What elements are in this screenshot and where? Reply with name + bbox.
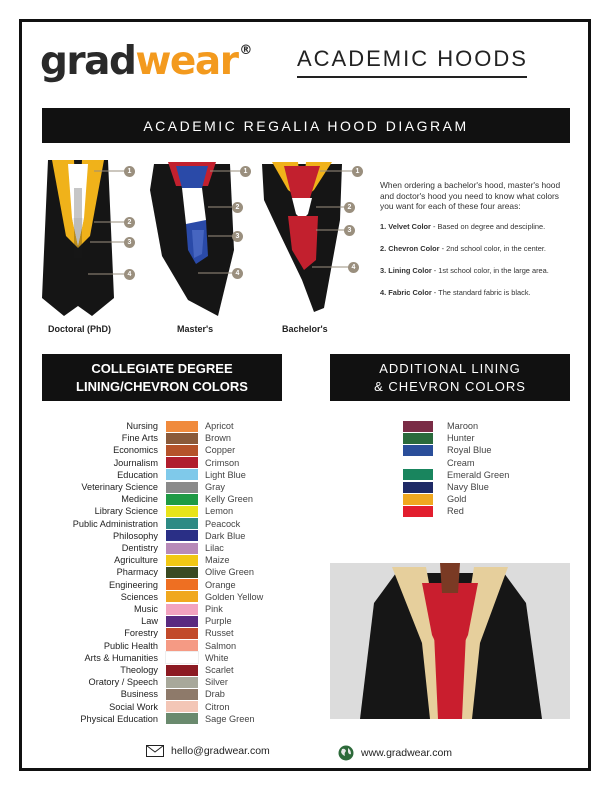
color-name: Silver: [205, 677, 228, 688]
color-swatch: [166, 543, 198, 554]
callout-4-doctoral: 4: [124, 269, 135, 280]
color-name: Apricot: [205, 421, 234, 431]
degree-name: Business: [120, 689, 158, 700]
color-swatch: [166, 445, 198, 456]
degree-name: Law: [141, 616, 158, 627]
envelope-icon: [146, 745, 164, 757]
color-swatch: [166, 689, 198, 700]
color-name: Brown: [205, 433, 232, 444]
degree-name: Arts & Humanities: [84, 652, 158, 663]
color-name: Salmon: [205, 640, 237, 651]
globe-icon: [338, 745, 354, 761]
title-underline: [297, 76, 527, 78]
callout-2-doctoral: 2: [124, 217, 135, 228]
instruction-velvet: [380, 222, 572, 231]
color-name: Lemon: [205, 506, 234, 517]
logo-text-wear: wear: [135, 39, 238, 84]
degree-name: Nursing: [126, 421, 158, 431]
color-swatch: [166, 482, 198, 493]
additional-color-swatch: [403, 482, 433, 493]
callout-2-masters: 2: [232, 202, 243, 213]
additional-color-name: Hunter: [447, 433, 475, 444]
color-swatch: [166, 616, 198, 627]
color-swatch: [166, 457, 198, 468]
color-swatch: [166, 652, 198, 663]
additional-color-swatch: [403, 457, 433, 468]
color-name: Drab: [205, 689, 225, 700]
additional-color-swatch: [403, 469, 433, 480]
color-swatch: [166, 494, 198, 505]
degree-name: Economics: [113, 445, 158, 456]
color-name: Golden Yellow: [205, 591, 264, 602]
velvet-term: 1. Velvet Color: [380, 221, 431, 231]
color-name: Scarlet: [205, 665, 234, 675]
degree-name: Library Science: [94, 506, 158, 517]
doctoral-callout-lines: [80, 165, 126, 280]
additional-color-name: Navy Blue: [447, 482, 489, 492]
color-swatch: [166, 677, 198, 688]
hood-photo-illustration: [330, 563, 570, 719]
degree-name: Public Health: [103, 640, 158, 651]
additional-color-swatch: [403, 445, 433, 456]
ordering-instructions: [380, 180, 572, 311]
color-swatch: [166, 567, 198, 578]
instruction-lining: [380, 266, 572, 275]
callout-3-masters: 3: [232, 231, 243, 242]
color-swatch: [166, 421, 198, 432]
color-swatch: [166, 665, 198, 676]
degree-name: Music: [134, 604, 158, 614]
degree-name: Physical Education: [80, 713, 158, 724]
color-name: Orange: [205, 579, 236, 590]
color-swatch: [166, 591, 198, 602]
degree-name: Oratory / Speech: [88, 677, 158, 688]
additional-color-swatch: [403, 494, 433, 505]
additional-color-name: Maroon: [447, 421, 479, 431]
lining-term: 3. Lining Color: [380, 266, 432, 275]
color-swatch: [166, 604, 198, 615]
degree-name: Agriculture: [114, 555, 158, 566]
additional-header-line2: & CHEVRON COLORS: [374, 378, 526, 394]
color-swatch: [166, 628, 198, 639]
website-link[interactable]: www.gradwear.com: [361, 747, 453, 759]
diagram-banner: ACADEMIC REGALIA HOOD DIAGRAM: [42, 108, 570, 143]
footer-email[interactable]: [146, 745, 270, 757]
bachelors-label: Bachelor's: [282, 324, 328, 334]
velvet-desc: - Based on degree and descipline.: [430, 221, 546, 231]
color-name: Pink: [205, 604, 223, 614]
callout-2-bachelors: 2: [344, 202, 355, 213]
color-name: Lilac: [205, 543, 224, 553]
degree-name: Medicine: [121, 494, 158, 505]
additional-color-name: Red: [447, 506, 464, 517]
additional-color-name: Emerald Green: [447, 469, 510, 480]
degree-name: Pharmacy: [116, 567, 158, 578]
doctoral-label: Doctoral (PhD): [48, 324, 111, 334]
degree-name: Theology: [120, 665, 158, 675]
masters-label: Master's: [177, 324, 214, 334]
color-swatch: [166, 713, 198, 724]
degree-header-line2: LINING/CHEVRON COLORS: [76, 378, 248, 394]
color-name: Copper: [205, 445, 236, 456]
degree-name: Philosophy: [113, 530, 158, 541]
degree-name: Dentistry: [121, 543, 158, 553]
degree-name: Veterinary Science: [81, 482, 158, 492]
additional-color-name: Royal Blue: [447, 445, 492, 456]
degree-name: Engineering: [108, 579, 158, 590]
additional-color-swatch: [403, 506, 433, 517]
degree-name: Social Work: [109, 701, 158, 712]
chevron-term: 2. Chevron Color: [380, 243, 440, 253]
masters-callout-lines: [198, 165, 242, 280]
callout-4-masters: 4: [232, 268, 243, 279]
footer-website[interactable]: [338, 745, 452, 761]
color-name: Maize: [205, 555, 230, 566]
additional-header-line1: ADDITIONAL LINING: [379, 360, 521, 376]
color-name: Gray: [205, 482, 225, 492]
logo-text-grad: grad: [40, 39, 136, 84]
fabric-desc: - The standard fabric is black.: [431, 288, 531, 298]
degree-header-line1: COLLEGIATE DEGREE: [91, 360, 233, 376]
page-title: ACADEMIC HOODS: [297, 46, 528, 71]
color-name: Russet: [205, 628, 234, 639]
additional-color-name: Cream: [447, 457, 475, 468]
degree-name: Fine Arts: [121, 433, 158, 444]
gradwear-logo: [40, 39, 251, 84]
color-name: Peacock: [205, 518, 241, 529]
additional-color-name: Gold: [447, 494, 467, 505]
instruction-chevron: [380, 244, 572, 253]
fabric-term: 4. Fabric Color: [380, 288, 432, 298]
additional-color-swatch: [403, 421, 433, 432]
color-swatch: [166, 701, 198, 712]
callout-4-bachelors: 4: [348, 262, 359, 273]
degree-colors-header: [42, 354, 282, 401]
instruction-fabric: [380, 288, 572, 297]
degree-name: Sciences: [120, 591, 158, 602]
color-swatch: [166, 506, 198, 517]
registered-mark: ®: [239, 43, 251, 58]
callout-3-bachelors: 3: [344, 225, 355, 236]
degree-name: Public Administration: [72, 518, 158, 529]
callout-1-doctoral: 1: [124, 166, 135, 177]
color-swatch: [166, 433, 198, 444]
color-swatch: [166, 640, 198, 651]
hood-photo: [330, 563, 570, 719]
bachelors-callout-lines: [306, 165, 354, 280]
email-link[interactable]: hello@gradwear.com: [171, 745, 270, 757]
degree-name: Journalism: [113, 457, 158, 468]
instructions-intro: When ordering a bachelor's hood, master's hood and doctor's hood you need to know what colors you want for each of these four areas:: [380, 180, 561, 211]
color-swatch: [166, 579, 198, 590]
color-name: Sage Green: [205, 713, 255, 724]
callout-3-doctoral: 3: [124, 237, 135, 248]
color-name: Dark Blue: [205, 530, 246, 541]
callout-1-bachelors: 1: [352, 166, 363, 177]
color-name: Crimson: [205, 457, 240, 468]
color-name: Citron: [205, 701, 230, 712]
color-swatch: [166, 530, 198, 541]
degree-name: Education: [117, 469, 158, 480]
degree-name: Forestry: [124, 628, 158, 639]
additional-color-swatch: [403, 433, 433, 444]
lining-desc: - 1st school color, in the large area.: [431, 266, 549, 275]
color-name: Purple: [205, 616, 232, 627]
color-swatch: [166, 469, 198, 480]
color-swatch: [166, 555, 198, 566]
color-swatch: [166, 518, 198, 529]
callout-1-masters: 1: [240, 166, 251, 177]
color-name: White: [205, 652, 229, 663]
color-name: Olive Green: [205, 567, 255, 578]
additional-colors-header: [330, 354, 570, 401]
color-name: Kelly Green: [205, 494, 254, 505]
chevron-desc: - 2nd school color, in the center.: [439, 243, 546, 253]
color-name: Light Blue: [205, 469, 246, 480]
